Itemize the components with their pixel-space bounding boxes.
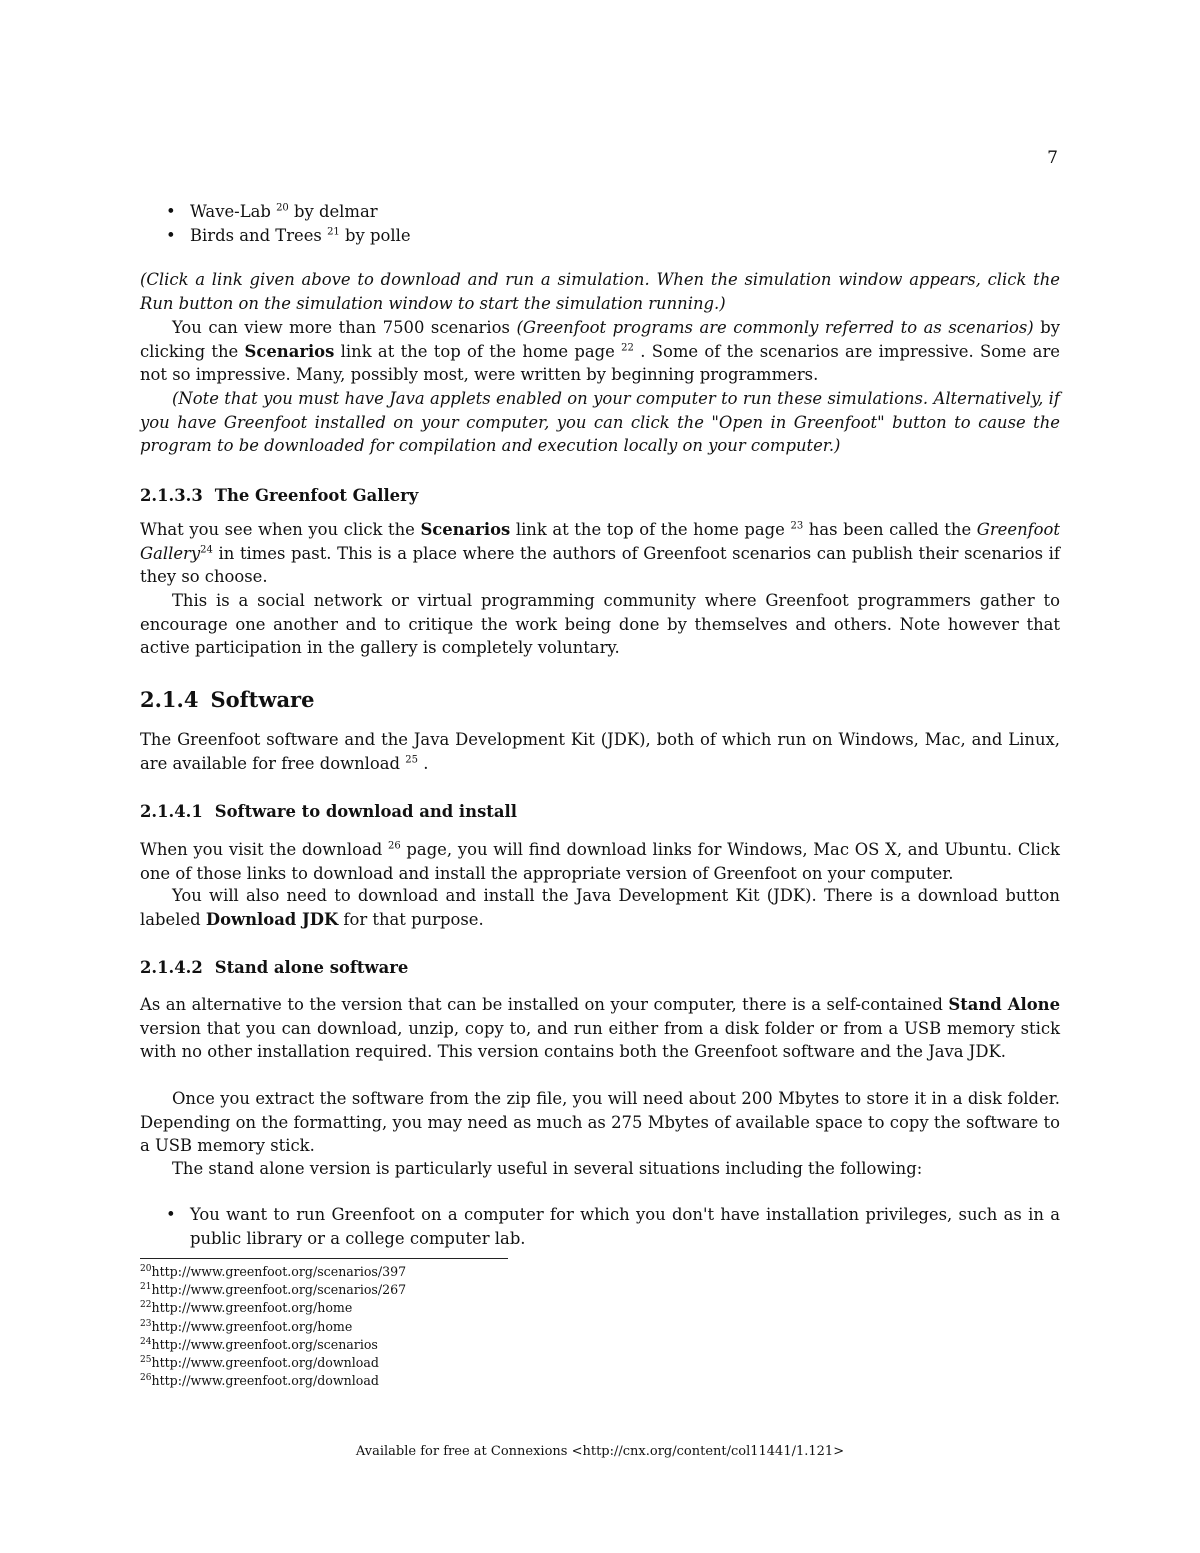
paragraph-download-2: You will also need to download and install the Java Development Kit (JDK). There is a download button labeled Download JDK for that purpose. — [140, 886, 1060, 929]
footnote-link[interactable]: http://www.greenfoot.org/home — [151, 1318, 353, 1334]
footnote-ref[interactable]: 20 — [276, 202, 289, 214]
footnote-link[interactable]: http://www.greenfoot.org/download — [151, 1355, 379, 1371]
footnote: $^{24}$http://www.greenfoot.org/scenarios — [140, 1336, 378, 1352]
footnote-ref[interactable]: 26 — [387, 840, 401, 852]
footnote: $^{26}$http://www.greenfoot.org/download — [140, 1373, 379, 1389]
footnote-link[interactable]: http://www.greenfoot.org/download — [151, 1373, 379, 1389]
footnote-ref[interactable]: 23 — [790, 520, 804, 532]
page-number: 7 — [1047, 148, 1058, 168]
footnote-link[interactable]: http://www.greenfoot.org/home — [151, 1300, 353, 1316]
page-footer: Available for free at Connexions <http://cnx.org/content/col11441/1.121> — [355, 1444, 845, 1459]
section-heading-gallery: 2.1.3.3 The Greenfoot Gallery — [140, 486, 419, 505]
section-heading-download: 2.1.4.1 Software to download and install — [140, 802, 517, 821]
list-item: • Wave-Lab $^{20}$ by delmar — [166, 202, 378, 221]
list-item: • Birds and Trees $^{21}$ by polle — [166, 225, 411, 245]
footnotes — [140, 1263, 1060, 1390]
footnote: $^{22}$http://www.greenfoot.org/home — [140, 1300, 353, 1316]
section-heading-software: 2.1.4 Software — [140, 687, 315, 712]
paragraph-gallery-1: What you see when you click the Scenarios link at the top of the home page $^{23}$ has been called the Greenfoot Gallery$^{24}$ in times past. This is a place where the authors of Greenfoot scenarios can publish their scenarios if they so choose. — [140, 520, 1061, 587]
footnote-ref[interactable]: 25 — [405, 754, 418, 766]
footnote: $^{21}$http://www.greenfoot.org/scenarios/267 — [140, 1282, 407, 1298]
footnote-link[interactable]: http://www.greenfoot.org/scenarios/267 — [151, 1282, 407, 1298]
paragraph-software: The Greenfoot software and the Java Development Kit (JDK), both of which run on Windows, Mac, and Linux, are available for free download $^{25}$ . — [140, 730, 1060, 773]
paragraph-download-1: When you visit the download $^{26}$ page, you will find download links for Windows, Mac OS X, and Ubuntu. Click one of those links to download and install the appropriate version of Greenfoot on your computer. — [140, 840, 1060, 883]
footnote-link[interactable]: http://www.greenfoot.org/scenarios/397 — [151, 1264, 407, 1279]
paragraph-standalone-1: As an alternative to the version that can be installed on your computer, there is a self-contained Stand Alone version that you can download, unzip, copy to, and run either from a disk folder or from a USB memory stick with no other installation required. This version contains both the Greenfoot software and the Java JDK. — [140, 995, 1060, 1062]
paragraph-view: You can view more than 7500 scenarios (Greenfoot programs are commonly referred to as scenarios) by clicking the Scenarios link at the top of the home page $^{22}$ . Some of the scenarios are impressive. Some are not so impressive. Many, possibly most, were written by beginning programmers. — [140, 318, 1060, 385]
footnote-ref[interactable]: 24 — [200, 544, 213, 556]
paragraph-gallery-2: This is a social network or virtual programming community where Greenfoot programmers gather to encourage one another and to critique the work being done by themselves and others. Note however that active participation in the gallery is completely voluntary. — [140, 591, 1060, 658]
paragraph-click: (Click a link given above to download and run a simulation. When the simulation window appears, click the Run button on the simulation window to start the simulation running.) — [140, 270, 1060, 313]
paragraph-standalone-3: The stand alone version is particularly useful in several situations including the following: — [172, 1159, 923, 1178]
footnote: $^{20}$http://www.greenfoot.org/scenarios/397 — [140, 1263, 407, 1279]
footnote-link[interactable]: http://www.greenfoot.org/scenarios — [151, 1336, 378, 1352]
paragraph-standalone-2: Once you extract the software from the zip file, you will need about 200 Mbytes to store it in a disk folder. Depending on the formatting, you may need as much as 275 Mbytes of available space to copy the software to a USB memory stick. — [140, 1089, 1060, 1156]
footnote: $^{25}$http://www.greenfoot.org/download — [140, 1354, 379, 1371]
list-item: • You want to run Greenfoot on a computer for which you don't have installation privileges, such as in a public library or a college computer lab. — [166, 1205, 1060, 1248]
footnote-divider — [140, 1258, 508, 1259]
scenario-list — [140, 200, 1060, 247]
footnote-ref[interactable]: 21 — [327, 226, 340, 238]
section-heading-standalone: 2.1.4.2 Stand alone software — [140, 958, 409, 977]
footnote-ref[interactable]: 22 — [621, 342, 634, 354]
situation-list — [140, 1203, 1060, 1250]
paragraph-note: (Note that you must have Java applets enabled on your computer to run these simulations. Alternatively, if you have Greenfoot installed on your computer, you can click the "Open in Greenfoot" button to cause the program to be downloaded for compilation and execution locally on your computer.) — [140, 389, 1060, 456]
footnote: $^{23}$http://www.greenfoot.org/home — [140, 1318, 353, 1334]
